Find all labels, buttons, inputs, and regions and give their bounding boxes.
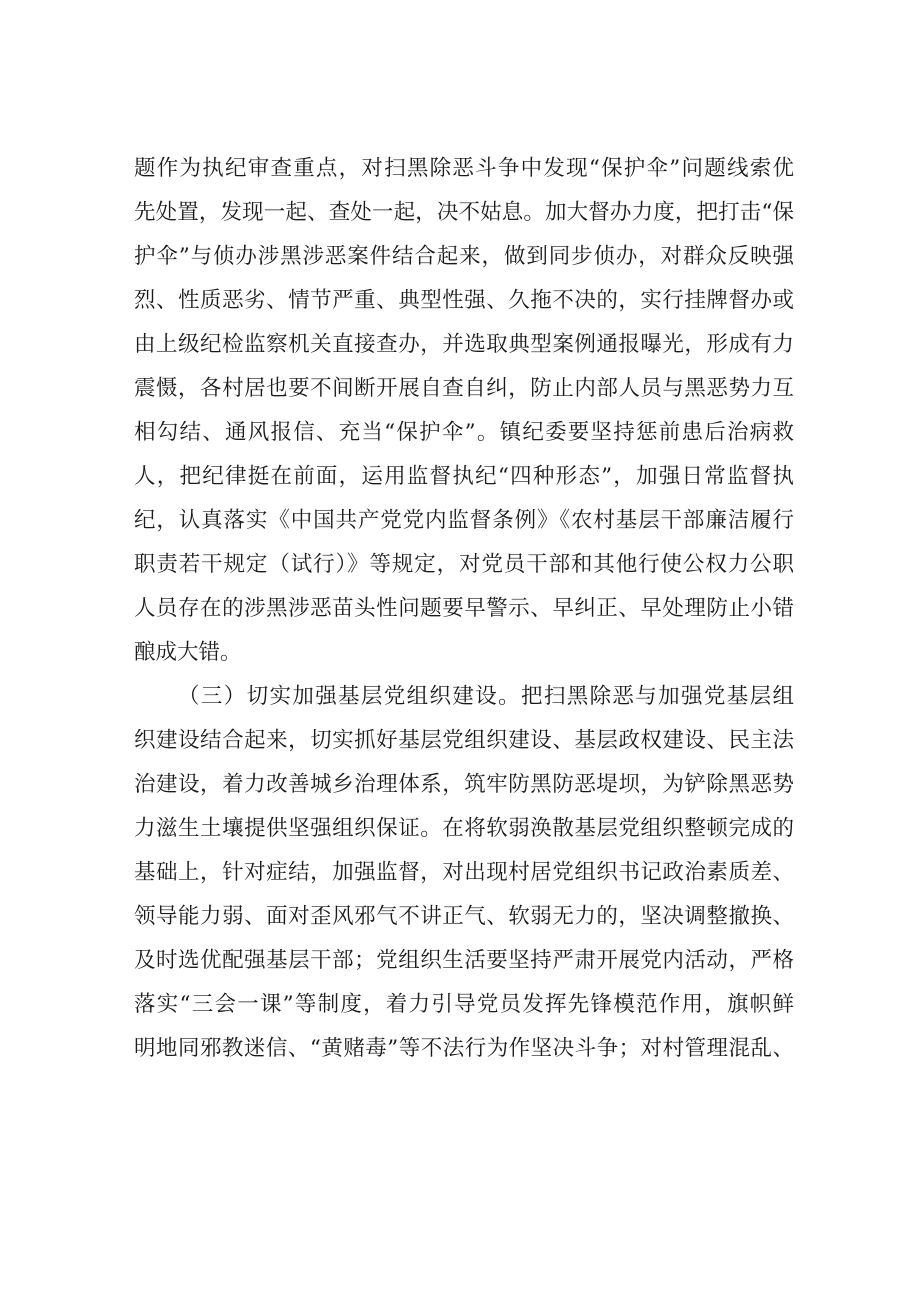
body-text-line: 明地同邪教迷信、“黄赌毒”等不法行为作坚决斗争；对村管理混乱、 bbox=[134, 1036, 794, 1061]
body-text-line: 先处置，发现一起、查处一起，决不姑息。加大督办力度，把打击“保 bbox=[134, 200, 794, 225]
body-text-line: 纪，认真落实《中国共产党党内监督条例》《农村基层干部廉洁履行 bbox=[134, 508, 794, 533]
body-text-line: 人员存在的涉黑涉恶苗头性问题要早警示、早纠正、早处理防止小错 bbox=[134, 596, 794, 621]
body-text-line: 题作为执纪审查重点，对扫黑除恶斗争中发现“保护伞”问题线索优 bbox=[134, 156, 794, 181]
body-text-line: 及时选优配强基层干部；党组织生活要坚持严肃开展党内活动，严格 bbox=[134, 948, 794, 973]
body-text-line: 护伞”与侦办涉黑涉恶案件结合起来，做到同步侦办，对群众反映强 bbox=[134, 244, 794, 269]
body-text-line: 力滋生土壤提供坚强组织保证。在将软弱涣散基层党组织整顿完成的 bbox=[134, 816, 794, 841]
body-text-line: 由上级纪检监察机关直接查办，并选取典型案例通报曝光，形成有力 bbox=[134, 332, 794, 357]
body-text-line: 织建设结合起来，切实抓好基层党组织建设、基层政权建设、民主法 bbox=[134, 728, 794, 753]
body-text-line: 落实“三会一课”等制度，着力引导党员发挥先锋模范作用，旗帜鲜 bbox=[134, 992, 794, 1017]
body-text-line: 领导能力弱、面对歪风邪气不讲正气、软弱无力的，坚决调整撤换、 bbox=[134, 904, 794, 929]
body-text-line: 烈、性质恶劣、情节严重、典型性强、久拖不决的，实行挂牌督办或 bbox=[134, 288, 794, 313]
body-text-line: 职责若干规定（试行）》等规定，对党员干部和其他行使公权力公职 bbox=[134, 552, 794, 577]
body-text-line: 基础上，针对症结，加强监督，对出现村居党组织书记政治素质差、 bbox=[134, 860, 794, 885]
body-text-line: 相勾结、通风报信、充当“保护伞”。镇纪委要坚持惩前患后治病救 bbox=[134, 420, 794, 445]
body-text-line: 人，把纪律挺在前面，运用监督执纪“四种形态”，加强日常监督执 bbox=[134, 464, 794, 489]
section-heading-line: （三）切实加强基层党组织建设。把扫黑除恶与加强党基层组 bbox=[178, 684, 794, 709]
body-text-line: 酿成大错。 bbox=[134, 640, 242, 665]
body-text-line: 治建设，着力改善城乡治理体系，筑牢防黑防恶堤坝，为铲除黑恶势 bbox=[134, 772, 794, 797]
body-text-line: 震慑，各村居也要不间断开展自查自纠，防止内部人员与黑恶势力互 bbox=[134, 376, 794, 401]
